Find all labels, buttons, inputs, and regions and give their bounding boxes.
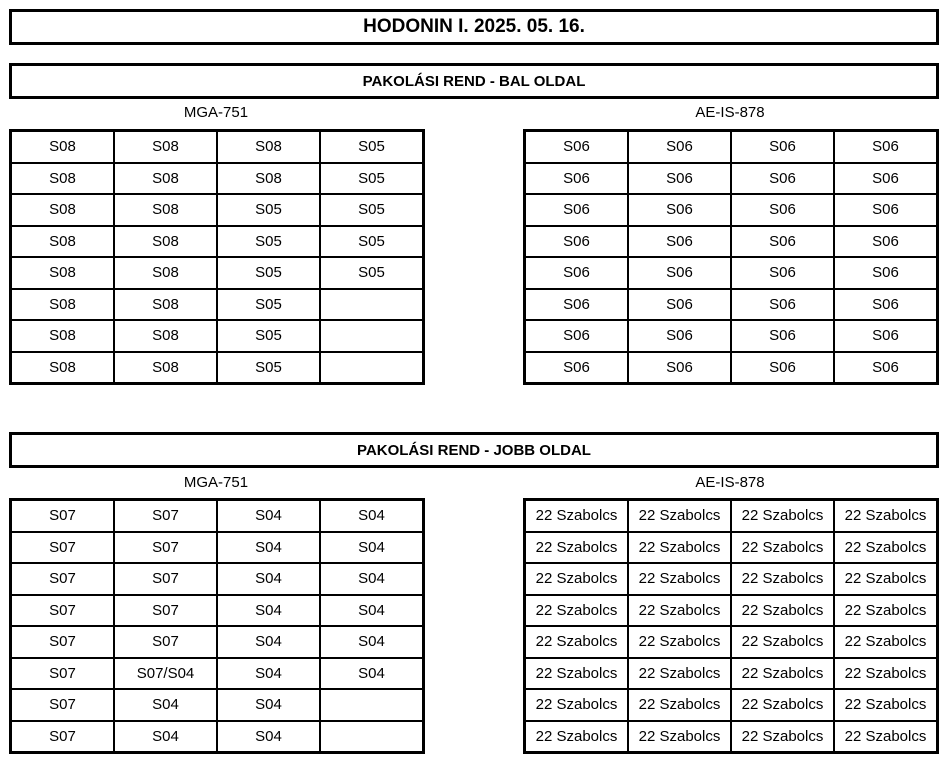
table-cell: S06 xyxy=(834,352,938,384)
table-cell: S06 xyxy=(525,257,629,289)
table-cell: S06 xyxy=(525,194,629,226)
table-cell: S06 xyxy=(525,352,629,384)
loading-grid-mga-left-side xyxy=(9,129,425,385)
table-cell: S07 xyxy=(11,532,115,564)
section-heading-left-side: PAKOLÁSI REND - BAL OLDAL xyxy=(9,63,939,99)
table-cell: S04 xyxy=(217,563,320,595)
table-cell: 22 Szabolcs xyxy=(628,658,731,690)
table-cell xyxy=(320,721,424,753)
table-cell: S07/S04 xyxy=(114,658,217,690)
table-cell: S08 xyxy=(114,226,217,258)
table-cell: S06 xyxy=(525,289,629,321)
table-cell: S06 xyxy=(628,194,731,226)
table-row xyxy=(525,595,938,627)
table-cell: S07 xyxy=(11,626,115,658)
table-cell: S08 xyxy=(11,289,115,321)
table-cell: S08 xyxy=(114,194,217,226)
table-cell: S04 xyxy=(320,595,424,627)
table-cell: 22 Szabolcs xyxy=(834,658,938,690)
table-cell: S08 xyxy=(114,163,217,195)
loading-grid-mga-right-side xyxy=(9,498,425,754)
table-cell: S06 xyxy=(525,226,629,258)
table-cell: S04 xyxy=(217,500,320,532)
table-cell: S05 xyxy=(217,257,320,289)
table-cell: S04 xyxy=(217,532,320,564)
table-cell: 22 Szabolcs xyxy=(628,563,731,595)
table-cell: 22 Szabolcs xyxy=(834,689,938,721)
table-row xyxy=(525,289,938,321)
table-cell: S07 xyxy=(11,721,115,753)
table-cell: 22 Szabolcs xyxy=(731,721,834,753)
table-cell: S06 xyxy=(628,257,731,289)
table-cell: S04 xyxy=(217,658,320,690)
table-cell: S08 xyxy=(217,163,320,195)
table-cell: 22 Szabolcs xyxy=(731,689,834,721)
table-cell: 22 Szabolcs xyxy=(731,658,834,690)
table-cell: 22 Szabolcs xyxy=(628,500,731,532)
table-cell: S07 xyxy=(114,595,217,627)
table-row xyxy=(11,289,424,321)
table-cell: 22 Szabolcs xyxy=(525,658,629,690)
table-row xyxy=(525,626,938,658)
table-row xyxy=(11,194,424,226)
table-cell: S08 xyxy=(114,131,217,163)
table-cell: S04 xyxy=(217,626,320,658)
table-row xyxy=(11,532,424,564)
table-cell: 22 Szabolcs xyxy=(628,689,731,721)
table-cell: 22 Szabolcs xyxy=(525,626,629,658)
table-cell: S04 xyxy=(114,689,217,721)
table-cell: 22 Szabolcs xyxy=(834,500,938,532)
table-cell: S08 xyxy=(114,320,217,352)
table-row xyxy=(525,352,938,384)
table-cell: S08 xyxy=(114,257,217,289)
table-cell: S04 xyxy=(217,689,320,721)
truck-label-mga-right-side: MGA-751 xyxy=(183,474,249,491)
table-cell: S08 xyxy=(114,289,217,321)
table-cell: 22 Szabolcs xyxy=(628,595,731,627)
table-cell: S08 xyxy=(11,226,115,258)
table-cell: S08 xyxy=(11,194,115,226)
table-cell: S08 xyxy=(11,131,115,163)
table-cell: S07 xyxy=(11,595,115,627)
table-cell: S06 xyxy=(731,352,834,384)
table-cell: S06 xyxy=(628,131,731,163)
table-row xyxy=(11,595,424,627)
truck-label-ae-right-side: AE-IS-878 xyxy=(695,474,765,491)
table-cell: S06 xyxy=(628,289,731,321)
table-cell: S06 xyxy=(834,320,938,352)
truck-label-ae-left-side: AE-IS-878 xyxy=(695,104,765,121)
loading-grid-ae-right-side xyxy=(523,498,939,754)
table-cell: S08 xyxy=(11,320,115,352)
page-title: HODONIN I. 2025. 05. 16. xyxy=(9,9,939,45)
table-row xyxy=(11,163,424,195)
table-cell: 22 Szabolcs xyxy=(525,721,629,753)
table-row xyxy=(525,500,938,532)
table-row xyxy=(11,626,424,658)
table-cell: 22 Szabolcs xyxy=(525,563,629,595)
table-cell: S05 xyxy=(217,194,320,226)
table-cell: S05 xyxy=(320,194,424,226)
table-cell xyxy=(320,289,424,321)
table-cell: S05 xyxy=(320,163,424,195)
table-cell: S05 xyxy=(320,257,424,289)
table-cell: S06 xyxy=(628,163,731,195)
table-cell: S06 xyxy=(731,131,834,163)
table-row xyxy=(11,352,424,384)
table-row xyxy=(525,532,938,564)
table-cell: S07 xyxy=(11,689,115,721)
table-cell: 22 Szabolcs xyxy=(731,532,834,564)
table-cell: S07 xyxy=(114,532,217,564)
table-cell: S06 xyxy=(731,226,834,258)
table-row xyxy=(525,689,938,721)
table-row xyxy=(525,257,938,289)
table-row xyxy=(11,563,424,595)
table-cell: 22 Szabolcs xyxy=(628,721,731,753)
table-cell: S04 xyxy=(320,563,424,595)
table-cell: S08 xyxy=(11,163,115,195)
table-cell: 22 Szabolcs xyxy=(525,532,629,564)
table-cell: S05 xyxy=(217,226,320,258)
table-cell: S06 xyxy=(834,257,938,289)
table-cell: S05 xyxy=(217,289,320,321)
table-cell: S07 xyxy=(11,658,115,690)
table-row xyxy=(525,131,938,163)
table-cell: S06 xyxy=(731,289,834,321)
table-cell xyxy=(320,352,424,384)
table-cell: S06 xyxy=(834,131,938,163)
table-cell: 22 Szabolcs xyxy=(731,626,834,658)
table-cell: S06 xyxy=(525,131,629,163)
table-row xyxy=(525,320,938,352)
table-cell: S06 xyxy=(628,352,731,384)
table-cell: 22 Szabolcs xyxy=(731,595,834,627)
table-cell: 22 Szabolcs xyxy=(834,721,938,753)
table-cell: 22 Szabolcs xyxy=(731,563,834,595)
table-row xyxy=(11,689,424,721)
table-cell: 22 Szabolcs xyxy=(834,595,938,627)
table-row xyxy=(11,721,424,753)
table-cell: S06 xyxy=(525,163,629,195)
table-row xyxy=(11,257,424,289)
table-cell: S04 xyxy=(114,721,217,753)
table-cell: 22 Szabolcs xyxy=(731,500,834,532)
table-row xyxy=(525,721,938,753)
table-cell: S04 xyxy=(320,532,424,564)
table-cell: 22 Szabolcs xyxy=(525,500,629,532)
truck-label-mga-left-side: MGA-751 xyxy=(183,104,249,121)
table-row xyxy=(11,500,424,532)
table-row xyxy=(11,320,424,352)
table-cell: S07 xyxy=(114,626,217,658)
table-cell: S06 xyxy=(628,226,731,258)
table-cell: S05 xyxy=(217,352,320,384)
table-cell: S07 xyxy=(11,563,115,595)
table-cell: S04 xyxy=(320,658,424,690)
table-row xyxy=(525,194,938,226)
table-cell: S06 xyxy=(731,257,834,289)
table-cell: S06 xyxy=(628,320,731,352)
table-row xyxy=(525,163,938,195)
table-cell xyxy=(320,689,424,721)
table-cell xyxy=(320,320,424,352)
table-row xyxy=(11,226,424,258)
table-cell: S08 xyxy=(217,131,320,163)
table-cell: S06 xyxy=(731,320,834,352)
table-cell: 22 Szabolcs xyxy=(525,689,629,721)
table-cell: S06 xyxy=(834,226,938,258)
table-cell: S04 xyxy=(217,595,320,627)
table-cell: 22 Szabolcs xyxy=(628,626,731,658)
table-cell: S07 xyxy=(114,563,217,595)
table-row xyxy=(525,563,938,595)
table-cell: S08 xyxy=(11,352,115,384)
table-cell: S08 xyxy=(11,257,115,289)
table-cell: S04 xyxy=(217,721,320,753)
table-cell: S05 xyxy=(320,226,424,258)
table-row xyxy=(525,658,938,690)
table-cell: S06 xyxy=(834,194,938,226)
table-cell: S04 xyxy=(320,626,424,658)
table-cell: S05 xyxy=(320,131,424,163)
table-cell: S06 xyxy=(731,163,834,195)
table-row xyxy=(525,226,938,258)
table-cell: S05 xyxy=(217,320,320,352)
table-cell: S06 xyxy=(525,320,629,352)
table-cell: 22 Szabolcs xyxy=(628,532,731,564)
table-cell: 22 Szabolcs xyxy=(834,563,938,595)
table-cell: 22 Szabolcs xyxy=(834,532,938,564)
table-cell: S07 xyxy=(114,500,217,532)
table-row xyxy=(11,131,424,163)
table-cell: S07 xyxy=(11,500,115,532)
table-cell: 22 Szabolcs xyxy=(525,595,629,627)
loading-grid-ae-left-side xyxy=(523,129,939,385)
table-cell: S06 xyxy=(834,289,938,321)
table-cell: S06 xyxy=(731,194,834,226)
section-heading-right-side: PAKOLÁSI REND - JOBB OLDAL xyxy=(9,432,939,468)
table-cell: 22 Szabolcs xyxy=(834,626,938,658)
table-row xyxy=(11,658,424,690)
table-cell: S04 xyxy=(320,500,424,532)
table-cell: S08 xyxy=(114,352,217,384)
table-cell: S06 xyxy=(834,163,938,195)
